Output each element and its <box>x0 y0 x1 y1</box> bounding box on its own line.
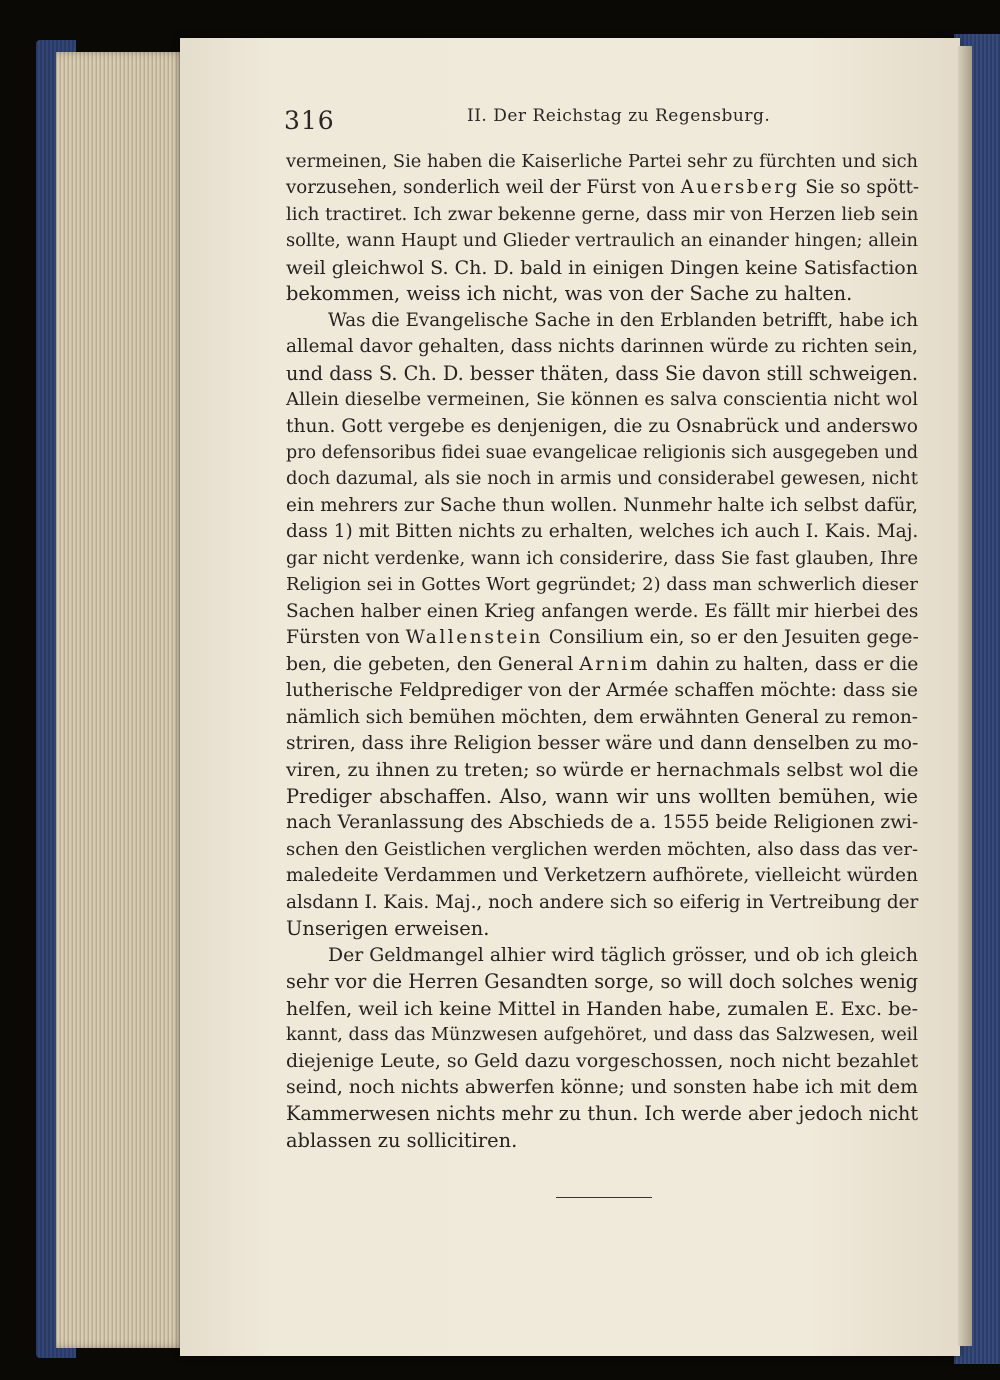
text-line: ablassen zu sollicitiren. <box>286 1128 518 1152</box>
paragraph <box>286 943 918 1155</box>
paragraph <box>286 308 918 943</box>
end-rule <box>556 1197 652 1198</box>
text-line: doch dazumal, als sie noch in armis und considerabel gewesen, nicht <box>286 468 918 490</box>
text-line: sollte, wann Haupt und Glieder vertraulich an einander hingen; allein <box>286 230 918 252</box>
text-line: sehr vor die Herren Gesandten sorge, so will doch solches wenig <box>286 970 918 994</box>
text-line: helfen, weil ich keine Mittel in Handen habe, zumalen E. Exc. be- <box>286 997 918 1020</box>
text-line: bekommen, weiss ich nicht, was von der Sache zu halten. <box>286 282 853 306</box>
text-line: nach Veranlassung des Abschieds de a. 1555 beide Religionen zwi- <box>286 812 919 834</box>
text-line: lich tractiret. Ich zwar bekenne gerne, dass mir von Herzen lieb sein <box>286 203 919 225</box>
text-line: weil gleichwol S. Ch. D. bald in einigen Dingen keine Satisfaction <box>286 256 918 279</box>
text-line: nämlich sich bemühen möchten, dem erwähnten General zu remon- <box>286 706 918 728</box>
text-line: kannt, dass das Münzwesen aufgehöret, und dass das Salzwesen, weil <box>286 1024 918 1045</box>
body-text <box>286 149 918 1154</box>
text-line: ben, die gebeten, den General Arnim dahin zu halten, dass er die <box>286 653 919 675</box>
text-line: vermeinen, Sie haben die Kaiserliche Partei sehr zu fürchten und sich <box>286 151 918 172</box>
text-line: und dass S. Ch. D. besser thäten, dass Sie davon still schweigen. <box>286 361 918 385</box>
text-line: pro defensoribus fidei suae evangelicae religionis sich ausgegeben und <box>286 442 918 463</box>
text-line: Sachen halber einen Krieg anfangen werde. Es fällt mir hierbei des <box>286 600 919 622</box>
next-page-edge <box>958 46 972 1346</box>
running-head: II. Der Reichstag zu Regensburg. <box>467 106 771 126</box>
page-header <box>284 104 924 134</box>
text-line: alsdann I. Kais. Maj., noch andere sich so eiferig in Vertreibung der <box>286 891 919 913</box>
text-line: vorzusehen, sonderlich weil der Fürst von Auersberg Sie so spött- <box>286 177 920 199</box>
text-line: viren, zu ihnen zu treten; so würde er hernachmals selbst wol die <box>286 759 919 782</box>
text-line: Der Geldmangel alhier wird täglich grösser, und ob ich gleich <box>328 944 918 966</box>
text-line: allemal davor gehalten, dass nichts darinnen würde zu richten sein, <box>286 336 918 358</box>
text-line: Religion sei in Gottes Wort gegründet; 2) dass man schwerlich dieser <box>286 574 918 596</box>
text-line: schen den Geistlichen verglichen werden möchten, also dass das ver- <box>286 838 918 860</box>
text-line: lutherische Feldprediger von der Armée schaffen möchte: dass sie <box>286 680 918 702</box>
text-line: dass 1) mit Bitten nichts zu erhalten, welches ich auch I. Kais. Maj. <box>286 521 919 543</box>
text-line: Prediger abschaffen. Also, wann wir uns wollten bemühen, wie <box>286 784 918 808</box>
page-edges <box>56 52 186 1348</box>
text-line: diejenige Leute, so Geld dazu vorgeschossen, noch nicht bezahlet <box>286 1050 919 1073</box>
text-line: ein mehrers zur Sache thun wollen. Nunmehr halte ich selbst dafür, <box>286 494 918 516</box>
text-line: striren, dass ihre Religion besser wäre und dann denselben zu mo- <box>286 732 919 754</box>
text-line: seind, noch nichts abwerfen könne; und sonsten habe ich mit dem <box>286 1076 918 1098</box>
paragraph <box>286 149 918 308</box>
text-line: Fürsten von Wallenstein Consilium ein, so er den Jesuiten gege- <box>286 627 919 649</box>
text-line: gar nicht verdenke, wann ich considerire, dass Sie fast glauben, Ihre <box>286 547 918 569</box>
text-line: thun. Gott vergebe es denjenigen, die zu Osnabrück und anderswo <box>286 415 918 437</box>
text-line: maledeite Verdammen und Verketzern aufhörete, vielleicht würden <box>286 865 918 887</box>
text-line: Was die Evangelische Sache in den Erblanden betrifft, habe ich <box>328 309 918 331</box>
page-number: 316 <box>284 106 335 135</box>
text-line: Unserigen erweisen. <box>286 917 490 941</box>
text-line: Kammerwesen nichts mehr zu thun. Ich werde aber jedoch nicht <box>286 1102 919 1126</box>
text-line: Allein dieselbe vermeinen, Sie können es salva conscientia nicht wol <box>286 389 918 411</box>
